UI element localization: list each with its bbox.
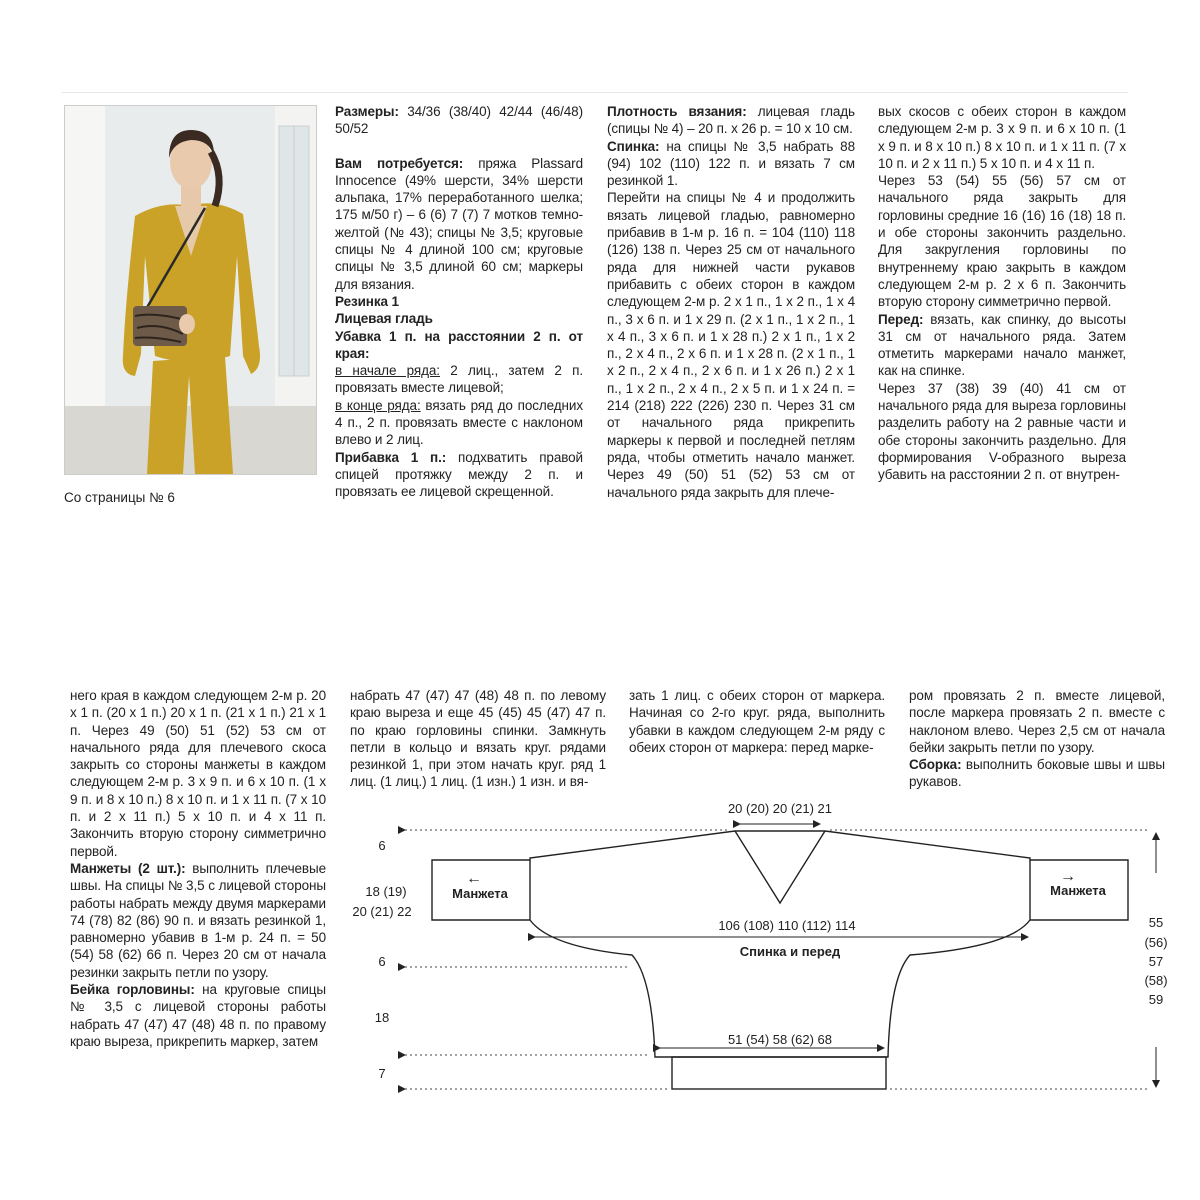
column-gauge-back	[607, 103, 855, 501]
stockinette-heading: Лицевая гладь	[335, 311, 433, 327]
total-height-1: 55	[1148, 915, 1164, 930]
left-arrow-icon: ←	[466, 870, 482, 887]
total-height-2: (56)	[1144, 935, 1168, 950]
top-divider	[62, 92, 1128, 93]
v-neck-line	[735, 831, 825, 903]
gauge-paragraph: Плотность вязания: лицевая гладь (спицы № 4) – 20 п. х 26 р. = 10 х 10 см.	[607, 104, 855, 137]
model-photo	[64, 105, 317, 475]
decrease-end: в конце ряда: вязать ряд до последних 4 п., 2 п. провязать вместе с наклоном влево и 2 лиц.	[335, 397, 583, 448]
garment-schematic	[350, 795, 1180, 1105]
left-cuff-label: Манжета	[452, 886, 508, 901]
neckband-finish-paragraph: ром провязать 2 п. вместе лицевой, после маркера провязать 2 п. вместе с наклоном влево. Через 2,5 см от начала бейки закрыть петли по узору.	[909, 688, 1165, 755]
rib-heading: Резинка 1	[335, 293, 399, 309]
neckband-paragraph: Бейка горловины: на круговые спицы № 3,5 с лицевой стороны работы набрать 47 (47) 47 (48) 48 п. по правому краю выреза, прикрепить маркер, затем	[70, 982, 326, 1049]
increase-paragraph: Прибавка 1 п.: подхватить правой спицей протяжку между 2 п. и провязать ее лицевой скрещенной.	[335, 449, 583, 500]
neckband-decrease-paragraph: зать 1 лиц. с обеих сторон от маркера. Начиная со 2-го круг. ряда, выполнить убавки в каждом следующем 2-м ряду с обеих сторон от маркера: перед марке-	[629, 688, 885, 755]
full-width-label: 106 (108) 110 (112) 114	[718, 918, 856, 933]
total-height-5: 59	[1148, 992, 1164, 1007]
dim-6-top: 6	[378, 838, 386, 853]
column-cuffs-neckband	[70, 687, 326, 1050]
body-label: Спинка и перед	[739, 944, 841, 959]
right-arrow-icon: →	[1060, 868, 1076, 885]
column-neckband-cont	[350, 687, 606, 791]
shoulder-paragraph: вых скосов с обеих сторон в каждом следующем 2-м р. 3 х 9 п. и 6 х 10 п. (1 х 9 п. и 8 х 10 п.) 8 х 10 п. и 1 х 11 п. (7 х 10 п. и 2 х 11 п.) 5 х 10 п. и 4 х 11 п.	[878, 104, 1126, 171]
materials-paragraph: Вам потребуется: пряжа Plassard Innocence (49% шерсти, 34% шерсти альпака, 17% переработанного шелка; 175 м/50 г) – 6 (6) 7 (7) 7 мотков темно-желтой (№ 43); спицы № 3,5; круговые спицы № 4 длиной 100 см; круговые спицы № 3,5 длиной 60 см; маркеры для вязания.	[335, 155, 583, 292]
vneck-paragraph: Через 37 (38) 39 (40) 41 см от начального ряда для выреза горловины разделить работу на 2 равные части и обе стороны закончить раздельно. Для формирования V-образного выреза убавить на расстоянии 2 п. от внутрен-	[878, 380, 1126, 483]
total-height-3: 57	[1148, 954, 1164, 969]
dim-7: 7	[378, 1066, 386, 1081]
model-photo-illustration	[65, 106, 316, 474]
front-paragraph: Перед: вязать, как спинку, до высоты 31 см от начального ряда. Затем отметить маркерами начало манжет, как на спинке.	[878, 311, 1126, 379]
total-height-4: (58)	[1144, 973, 1168, 988]
decrease-heading: Убавка 1 п. на расстоянии 2 п. от края:	[335, 328, 583, 361]
photo-caption: Со страницы № 6	[64, 490, 175, 505]
dim-18: 18	[374, 1010, 390, 1025]
sizes-paragraph: Размеры: 34/36 (38/40) 42/44 (46/48) 50/52	[335, 104, 583, 137]
front-continued-paragraph: него края в каждом следующем 2-м р. 20 х 1 п. (20 х 1 п.) 20 х 1 п. (21 х 1 п.) 21 х 1 п. Через 49 (50) 51 (52) 53 см от начального ряда для плечевого скоса закрыть со стороны манжеты в каждом следующем 2-м р. 3 х 9 п. и 6 х 10 п. (1 х 9 п. и 8 х 10 п.) 8 х 10 п. и 1 х 11 п. (7 х 10 п. и 2 х 11 п.) 5 х 10 п. и 4 х 11 п. Закончить вторую сторону симметрично первой.	[70, 688, 326, 859]
dim-6-mid: 6	[378, 954, 386, 969]
back-paragraph-2: Перейти на спицы № 4 и продолжить вязать лицевой гладью, равномерно прибавив в 1-м р. 16 п. = 104 (110) 118 (126) 138 п. Через 25 см от начального ряда для нижней части рукавов прибавить с обеих сторон в каждом следующем 2-м р. 2 х 1 п., 1 х 2 п., 1 х 4 п., 3 х 6 п. и 1 х 29 п. (2 х 1 п., 1 х 2 п., 1 х 4 п., 3 х 6 п. и 1 х 28 п.) 2 х 1 п., 1 х 2 п., 2 х 4 п., 2 х 6 п. и 1 х 28 п. (2 х 1 п., 1 х 2 п., 2 х 4 п., 2 х 6 п. и 1 х 26 п.) 2 х 1 п., 1 х 2 п., 2 х 4 п., 2 х 5 п. и 1 х 24 п. = 214 (218) 222 (226) 230 п. Через 31 см от начального ряда прикрепить маркеры к первой и последней петлям ряда, чтобы отметить начало манжет. Через 49 (50) 51 (52) 53 см от начального ряда закрыть для плече-	[607, 190, 855, 500]
right-cuff-label: Манжета	[1050, 883, 1106, 898]
column-back-front	[878, 103, 1126, 484]
assembly-paragraph: Сборка: выполнить боковые швы и швы рукавов.	[909, 757, 1165, 790]
decrease-start: в начале ряда: 2 лиц., затем 2 п. провязать вместе лицевой;	[335, 363, 583, 396]
neckline-paragraph: Через 53 (54) 55 (56) 57 см от начального ряда закрыть для горловины средние 16 (16) 16 (18) 18 п. и обе стороны закончить раздельно. Для закругления горловины по внутреннему краю закрыть в каждом следующем 2-м р. 2 х 6 п. Закончить вторую сторону симметрично первой.	[878, 173, 1126, 310]
column-neckband-cont-2	[629, 687, 885, 756]
neckband-continued-paragraph: набрать 47 (47) 47 (48) 48 п. по левому краю выреза и еще 45 (45) 45 (47) 47 п. по краю горловины спинки. Замкнуть петли в кольцо и вязать круг. рядами резинкой 1, при этом начать круг. ряд 1 лиц. (1 лиц.) 1 лиц. (1 изн.) 1 изн. и вя-	[350, 688, 606, 790]
cuffs-paragraph: Манжеты (2 шт.): выполнить плечевые швы. На спицы № 3,5 с лицевой стороны работы набрать между двумя маркерами 74 (78) 82 (86) 90 п. и вязать резинкой 1, равномерно убавив в 1-м р. 24 п. = 50 (54) 58 (62) 66 п. Через 20 см от начала резинки закрыть петли по узору.	[70, 860, 326, 980]
cuff-height-1: 18 (19)	[365, 884, 407, 899]
column-sizes-materials	[335, 103, 583, 501]
neck-width-label: 20 (20) 20 (21) 21	[727, 801, 833, 816]
hip-width-label: 51 (54) 58 (62) 68	[727, 1032, 833, 1047]
back-paragraph: Спинка: на спицы № 3,5 набрать 88 (94) 102 (110) 122 п. и вязать 7 см резинкой 1.	[607, 138, 855, 189]
cuff-height-2: 20 (21) 22	[352, 904, 412, 919]
column-assembly	[909, 687, 1165, 791]
waistband	[672, 1057, 886, 1089]
